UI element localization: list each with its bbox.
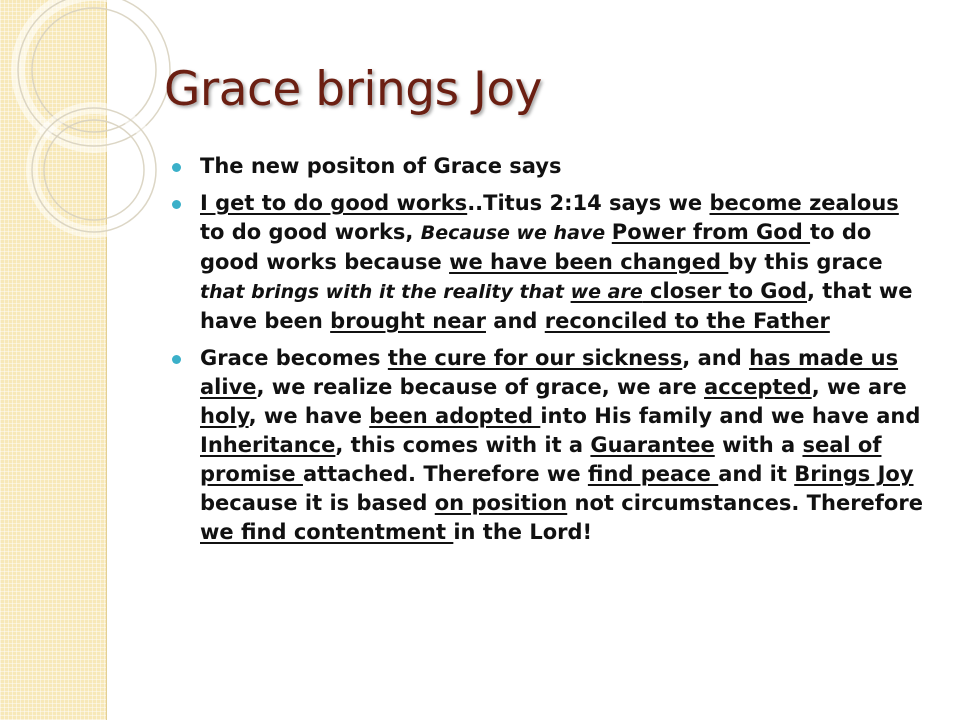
bullet-item bbox=[172, 344, 928, 547]
bullet-item bbox=[172, 189, 928, 336]
text-segment: attached. Therefore we bbox=[302, 462, 588, 486]
bullet-dot-icon bbox=[172, 355, 181, 364]
underlined-text: we find contentment bbox=[200, 520, 454, 544]
bullet-dot-icon bbox=[172, 163, 181, 172]
bullet-dot-icon bbox=[172, 200, 181, 209]
underlined-text: Power from God bbox=[611, 220, 811, 244]
text-segment: by this grace bbox=[728, 250, 883, 274]
underlined-text: on position bbox=[434, 491, 568, 515]
text-segment: to do good works because bbox=[200, 220, 872, 274]
underlined-text: we are bbox=[570, 281, 643, 303]
underlined-text: become zealous bbox=[709, 191, 899, 215]
text-segment: not circumstances. Therefore bbox=[567, 491, 923, 515]
underlined-text: I get to do good works bbox=[200, 191, 468, 215]
text-segment: with a bbox=[714, 433, 803, 457]
underlined-text: brought near bbox=[330, 309, 486, 333]
underlined-text: closer to God bbox=[642, 279, 808, 303]
underlined-text: find peace bbox=[587, 462, 719, 486]
text-segment: to do good works, bbox=[200, 220, 421, 244]
text-segment: , this comes with it a bbox=[335, 433, 591, 457]
text-segment: , and bbox=[682, 346, 750, 370]
slide-title: Grace brings Joy bbox=[164, 62, 542, 117]
text-segment: and bbox=[485, 309, 545, 333]
underlined-text: Guarantee bbox=[590, 433, 715, 457]
text-segment: because it is based bbox=[200, 491, 435, 515]
bullet-list bbox=[172, 152, 928, 555]
underlined-text: holy bbox=[200, 404, 249, 428]
text-segment: , we have bbox=[248, 404, 370, 428]
underlined-text: the cure for our sickness bbox=[387, 346, 683, 370]
underlined-text: we have been changed bbox=[449, 250, 729, 274]
underlined-text: reconciled to the Father bbox=[544, 309, 830, 333]
text-segment: , that we have been bbox=[200, 279, 913, 333]
text-segment: , we realize because of grace, we are bbox=[256, 375, 705, 399]
text-segment: that brings with it the reality that bbox=[200, 281, 571, 303]
text-segment: Because we have bbox=[420, 222, 612, 244]
text-segment: into His family and we have and bbox=[540, 404, 921, 428]
underlined-text: has made us alive bbox=[200, 346, 899, 399]
underlined-text: accepted bbox=[704, 375, 812, 399]
decorative-side-panel bbox=[0, 0, 107, 720]
text-segment: ..Titus 2:14 says we bbox=[467, 191, 710, 215]
bullet-item bbox=[172, 152, 928, 181]
text-segment: , we are bbox=[811, 375, 907, 399]
underlined-text: Inheritance bbox=[200, 433, 336, 457]
text-segment: The new positon of Grace says bbox=[200, 154, 562, 178]
text-segment: in the Lord! bbox=[453, 520, 593, 544]
underlined-text: seal of promise bbox=[200, 433, 882, 486]
underlined-text: Brings Joy bbox=[794, 462, 914, 486]
underlined-text: been adopted bbox=[369, 404, 541, 428]
text-segment: and it bbox=[718, 462, 795, 486]
text-segment: Grace becomes bbox=[200, 346, 388, 370]
